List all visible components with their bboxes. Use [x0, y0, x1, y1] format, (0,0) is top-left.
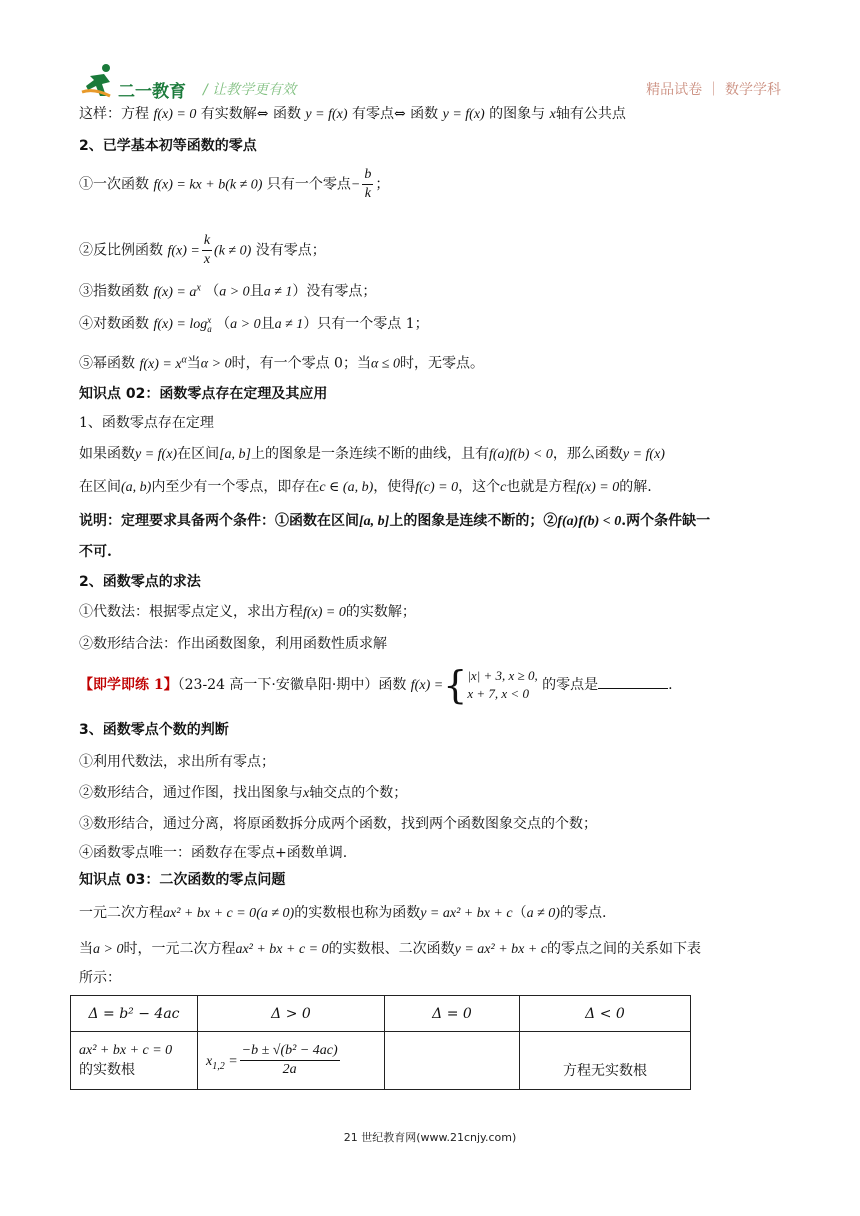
table-cell: [385, 1032, 520, 1090]
knowledge-point-heading: 知识点 02：函数零点存在定理及其应用: [79, 386, 328, 402]
subsection-title: 1、函数零点存在定理: [79, 415, 214, 431]
runner-logo-icon: [80, 62, 120, 100]
table-header: Δ = 0: [385, 996, 520, 1032]
judge-item: ①利用代数法，求出所有零点；: [79, 754, 275, 770]
table-header: Δ = b² − 4ac: [71, 996, 198, 1032]
judge-item: ③数形结合，通过分离，将原函数拆分成两个函数，找到两个函数图象交点的个数；: [79, 816, 597, 832]
section-heading: 2、已学基本初等函数的零点: [79, 138, 257, 154]
example-line: 【即学即练 1】（23-24 高一下·安徽阜阳·期中）函数 f(x) ={ |x| + 3, x ≥ 0, x + 7, x < 0 的零点是 .: [79, 663, 673, 707]
list-item: ④对数函数 f(x) = log x a （a > 0且a ≠ 1）只有一个零点 1；: [79, 314, 429, 334]
answer-blank[interactable]: [598, 674, 668, 689]
page-header: [0, 0, 860, 100]
list-item: ①一次函数 f(x) = kx + b(k ≠ 0) 只有一个零点− $\frac{b}{k}$ ；: [79, 167, 390, 201]
knowledge-point-heading: 知识点 03：二次函数的零点问题: [79, 872, 286, 888]
subject-tag: 精品试卷 ｜ 数学学科: [646, 82, 781, 98]
judge-item: ②数形结合，通过作图，找出图象与x轴交点的个数；: [79, 785, 408, 801]
quadratic-text: 当a > 0时，一元二次方程ax² + bx + c = 0的实数根、二次函数y = ax² + bx + c的零点之间的关系如下表: [79, 941, 702, 957]
table-cell: ax² + bx + c = 0 的实数根: [71, 1032, 198, 1090]
method-item: ①代数法：根据零点定义，求出方程f(x) = 0的实数解；: [79, 604, 416, 620]
table-header: Δ < 0: [520, 996, 691, 1032]
table-cell: $x_{1,2}$ = $\frac{\text{−b ± √(b² − 4ac)}}{2a}$: [198, 1032, 385, 1090]
subsection-title: 2、函数零点的求法: [79, 574, 201, 590]
intro-line: 这样：方程 f(x) = 0 有实数解⇔ 函数 y = f(x) 有零点⇔ 函数 y = f(x) 的图象与 x轴有公共点: [79, 106, 626, 122]
note-text: 不可.: [79, 544, 112, 560]
list-item: ②反比例函数 f(x) = $\frac{k}{x}$ (k ≠ 0) 没有零点；: [79, 233, 326, 267]
table-header: Δ > 0: [198, 996, 385, 1032]
list-item: ⑤幂函数 $f(x) = x^\alpha$当α > 0时，有一个零点 0；当α ≤ 0时，无零点。: [79, 354, 484, 372]
fraction: $\frac{k}{x}$: [203, 233, 211, 267]
note-text: 说明：定理要求具备两个条件：①函数在区间[a, b]上的图象是连续不断的；②f(a)f(b) < 0.两个条件缺一: [79, 513, 711, 529]
judge-item: ④函数零点唯一：函数存在零点+函数单调.: [79, 845, 348, 861]
brand-slogan: / 让教学更有效: [203, 82, 297, 98]
method-item: ②数形结合法：作出函数图象，利用函数性质求解: [79, 636, 387, 652]
quadratic-text: 所示：: [79, 970, 121, 986]
list-item: ③指数函数 $f(x) = a^x$ （a > 0且a ≠ 1）没有零点；: [79, 282, 377, 300]
brand-name: 二一教育: [118, 82, 186, 102]
table-cell: 方程无实数根: [520, 1032, 691, 1090]
theorem-text: 在区间(a, b)内至少有一个零点，即存在c ∈ (a, b)，使得f(c) = 0，这个c也就是方程f(x) = 0的解.: [79, 479, 652, 495]
fraction: $\frac{\text{−b ± √(b² − 4ac)}}{2a}$: [241, 1043, 338, 1077]
subsection-title: 3、函数零点个数的判断: [79, 722, 229, 738]
discriminant-table: [70, 995, 691, 1090]
page-footer: 21 世纪教育网(www.21cnjy.com): [343, 1131, 517, 1144]
example-tag: 【即学即练 1】: [79, 677, 178, 693]
fraction: $\frac{b}{k}$: [364, 167, 372, 201]
quadratic-text: 一元二次方程ax² + bx + c = 0(a ≠ 0)的实数根也称为函数y = ax² + bx + c（a ≠ 0)的零点.: [79, 905, 607, 921]
theorem-text: 如果函数y = f(x)在区间[a, b]上的图象是一条连续不断的曲线，且有f(a)f(b) < 0，那么函数y = f(x): [79, 446, 665, 462]
